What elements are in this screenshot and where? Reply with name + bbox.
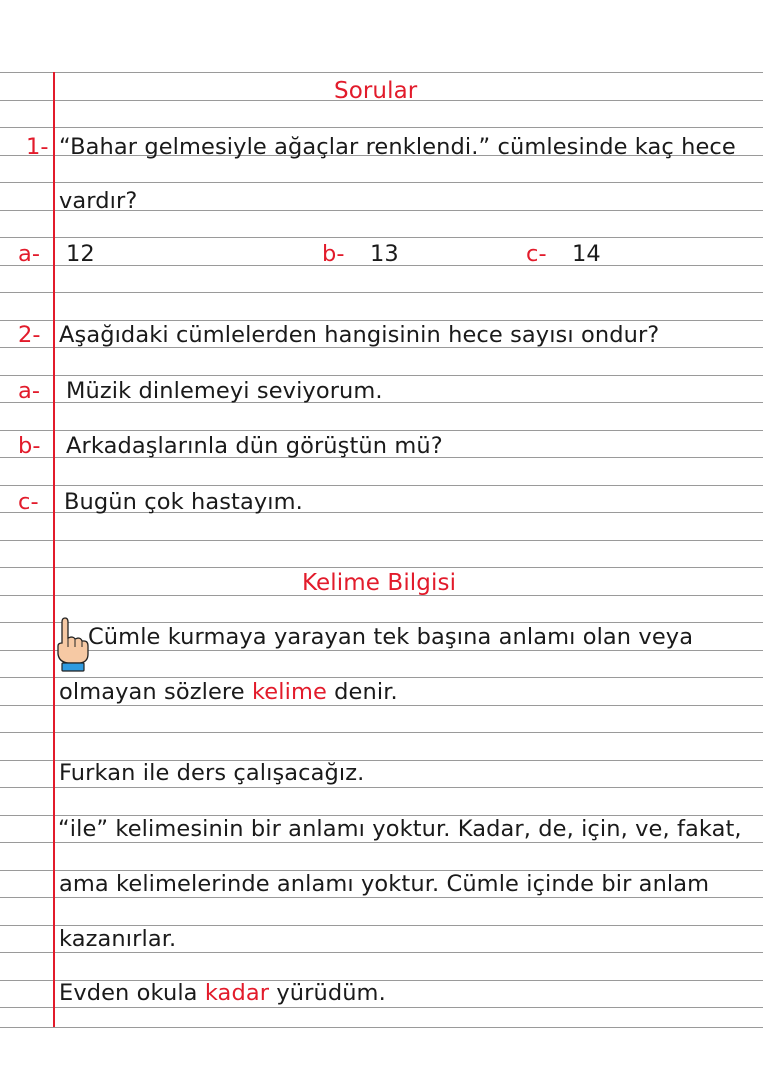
rule-line <box>0 787 763 788</box>
margin-line <box>53 72 55 1027</box>
option-letter: a- <box>18 241 41 267</box>
rule-line <box>0 732 763 733</box>
rule-line <box>0 952 763 953</box>
definition-part: olmayan sözlere <box>59 679 252 705</box>
keyword-kadar: kadar <box>204 980 270 1006</box>
rule-line <box>0 897 763 898</box>
keyword-kelime: kelime <box>251 679 327 705</box>
rule-line <box>0 430 763 431</box>
section-title-sorular: Sorular <box>334 78 418 104</box>
rule-line <box>0 842 763 843</box>
explanation-text: kazanırlar. <box>59 926 177 952</box>
rule-line <box>0 650 763 651</box>
explanation-text: “ile” kelimesinin bir anlamı yoktur. Kadar, de, için, ve, fakat, <box>58 816 742 842</box>
option-text: 13 <box>370 241 399 267</box>
rule-line <box>0 485 763 486</box>
rule-line <box>0 677 763 678</box>
rule-line <box>0 72 763 73</box>
example-part: yürüdüm. <box>269 980 386 1006</box>
option-letter: b- <box>322 241 345 267</box>
definition-part: denir. <box>326 679 398 705</box>
rule-line <box>0 375 763 376</box>
option-letter: a- <box>18 378 41 404</box>
rule-line <box>0 237 763 238</box>
rule-line <box>0 567 763 568</box>
rule-line <box>0 540 763 541</box>
rule-line <box>0 182 763 183</box>
explanation-text: ama kelimelerinde anlamı yoktur. Cümle içinde bir anlam <box>59 871 710 897</box>
option-text: 14 <box>572 241 601 267</box>
option-letter: c- <box>18 489 39 515</box>
rule-line <box>0 292 763 293</box>
option-letter: c- <box>526 241 547 267</box>
option-letter: b- <box>18 433 41 459</box>
question-2-text: Aşağıdaki cümlelerden hangisinin hece sayısı ondur? <box>59 322 660 348</box>
rule-line <box>0 705 763 706</box>
option-text: Arkadaşlarınla dün görüştün mü? <box>66 433 443 459</box>
question-1-number: 1- <box>26 134 49 160</box>
example-sentence <box>59 980 386 1006</box>
option-text: Bugün çok hastayım. <box>64 489 303 515</box>
rule-line <box>0 320 763 321</box>
pointing-hand-icon <box>54 616 90 672</box>
question-2-number: 2- <box>18 322 41 348</box>
example-sentence: Furkan ile ders çalışacağız. <box>59 760 365 786</box>
option-text: 12 <box>66 241 95 267</box>
rule-line <box>0 1007 763 1008</box>
question-1-text: “Bahar gelmesiyle ağaçlar renklendi.” cümlesinde kaç hece <box>59 134 736 160</box>
example-part: Evden okula <box>59 980 205 1006</box>
question-1-text-cont: vardır? <box>59 188 138 214</box>
definition-text-cont <box>59 679 398 705</box>
rule-line <box>0 127 763 128</box>
option-text: Müzik dinlemeyi seviyorum. <box>66 378 383 404</box>
rule-line <box>0 1027 763 1028</box>
definition-text: Cümle kurmaya yarayan tek başına anlamı olan veya <box>88 624 694 650</box>
rule-line <box>0 622 763 623</box>
section-title-kelime-bilgisi: Kelime Bilgisi <box>302 570 457 596</box>
